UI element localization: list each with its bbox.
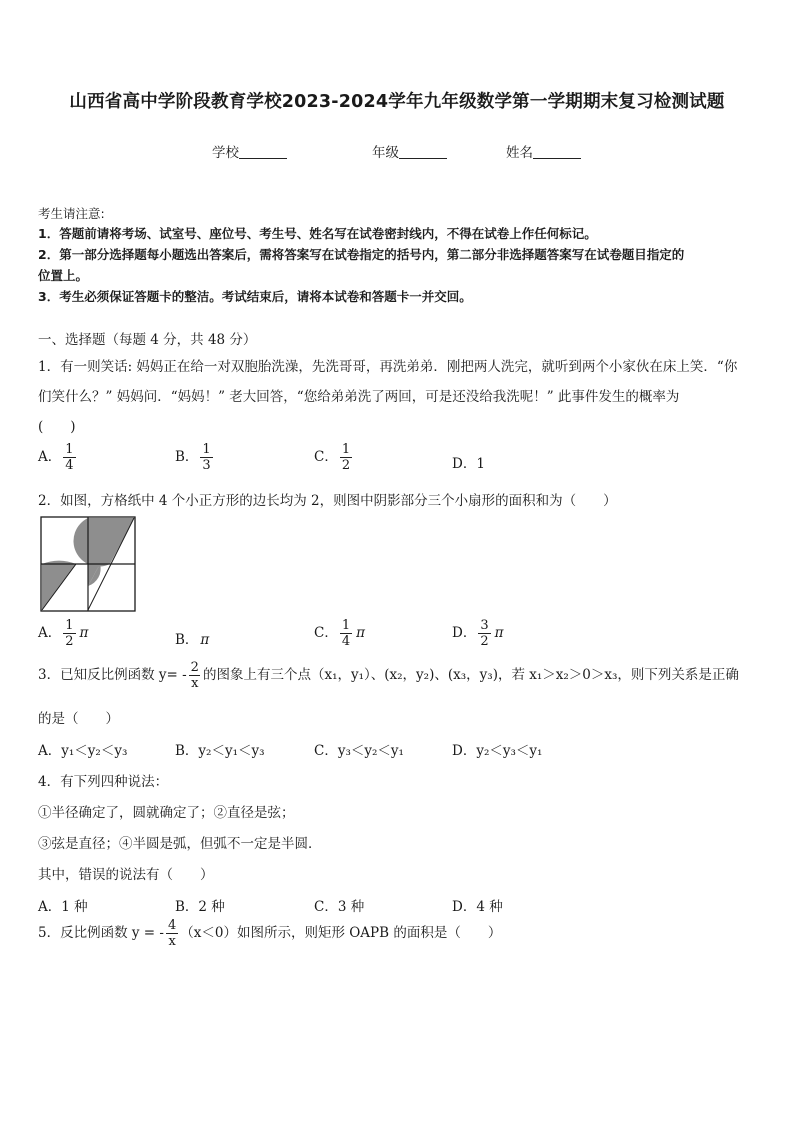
- name-blank: [533, 144, 581, 159]
- q3-line-2: 的是（ ）: [38, 711, 119, 727]
- grade-field: [372, 141, 447, 161]
- school-label: 学校: [212, 145, 239, 161]
- q3-option-d: D．y₂＜y₃＜y₁: [452, 743, 543, 759]
- notice-heading: 考生请注意:: [38, 206, 105, 221]
- q3-option-a: A．y₁＜y₂＜y₃: [38, 743, 128, 759]
- q1-option-d: D．1: [452, 456, 485, 472]
- q4-option-a: A．1 种: [38, 899, 88, 915]
- q4-line-3: ③弦是直径；④半圆是弧，但弧不一定是半圆．: [38, 836, 322, 852]
- shaded-sector-top: [74, 518, 134, 566]
- q3-option-b: B．y₂＜y₁＜y₃: [175, 743, 265, 759]
- q2-option-b: B． π: [175, 632, 210, 648]
- grade-label: 年级: [372, 145, 399, 161]
- school-field: [212, 141, 287, 161]
- q2-grid-figure: [40, 516, 136, 612]
- q4-line-2: ①半径确定了，圆就确定了；②直径是弦；: [38, 805, 295, 821]
- section-heading: 一、选择题（每题 4 分，共 48 分）: [38, 332, 257, 348]
- q2-option-a: A． $\frac{1}{2}$ π: [38, 618, 89, 649]
- name-label: 姓名: [506, 145, 533, 161]
- name-field: [506, 141, 581, 161]
- q3-option-c: C．y₃＜y₂＜y₁: [314, 743, 404, 759]
- q1-line-3: ( ): [38, 419, 76, 435]
- notice-item-2: 2．第一部分选择题每小题选出答案后，需将答案写在试卷指定的括号内，第二部分非选择题答案写在试卷题目指定的: [38, 247, 685, 262]
- q4-option-d: D．4 种: [452, 899, 503, 915]
- q4-option-c: C．3 种: [314, 899, 365, 915]
- q4-line-1: 4．有下列四种说法：: [38, 774, 169, 790]
- q4-line-4: 其中，错误的说法有（ ）: [38, 867, 214, 883]
- grade-blank: [399, 144, 447, 159]
- q2-option-c: C． $\frac{1}{4}$ π: [314, 618, 365, 649]
- q2-line-1: 2．如图，方格纸中 4 个小正方形的边长均为 2，则图中阴影部分三个小扇形的面积和为（ ）: [38, 493, 617, 509]
- q3-line-1: 3．已知反比例函数 y= - $\frac{2}{x}$ 的图象上有三个点（x₁，y₁）、(x₂，y₂)、(x₃，y₃)，若 x₁＞x₂＞0＞x₃，则下列关系是正确: [38, 660, 739, 691]
- notice-item-2-cont: 位置上。: [38, 268, 89, 283]
- q1-option-c: C． $\frac{1}{2}$: [314, 442, 351, 473]
- q1-option-b: B． $\frac{1}{3}$: [175, 442, 211, 473]
- notice-item-3: 3．考生必须保证答题卡的整洁。考试结束后，请将本试卷和答题卡一并交回。: [38, 289, 472, 304]
- q2-option-d: D． $\frac{3}{2}$ π: [452, 618, 504, 649]
- notice-item-1: 1．答题前请将考场、试室号、座位号、考生号、姓名写在试卷密封线内，不得在试卷上作任何标记。: [38, 226, 597, 241]
- q1-option-a: A． $\frac{1}{4}$: [38, 442, 74, 473]
- school-blank: [239, 144, 287, 159]
- page-title: 山西省高中学阶段教育学校2023-2024学年九年级数学第一学期期末复习检测试题: [69, 92, 725, 112]
- q4-option-b: B．2 种: [175, 899, 225, 915]
- q5-line-1: 5．反比例函数 y = - $\frac{4}{x}$ （x＜0）如图所示，则矩形 OAPB 的面积是（ ）: [38, 918, 502, 949]
- q1-line-1: 1．有一则笑话: 妈妈正在给一对双胞胎洗澡，先洗哥哥，再洗弟弟．刚把两人洗完，就听到两个小家伙在床上笑．“你: [38, 359, 738, 375]
- q1-line-2: 们笑什么？” 妈妈问．“妈妈！” 老大回答，“您给弟弟洗了两回，可是还没给我洗呢！” 此事件发生的概率为: [38, 389, 680, 405]
